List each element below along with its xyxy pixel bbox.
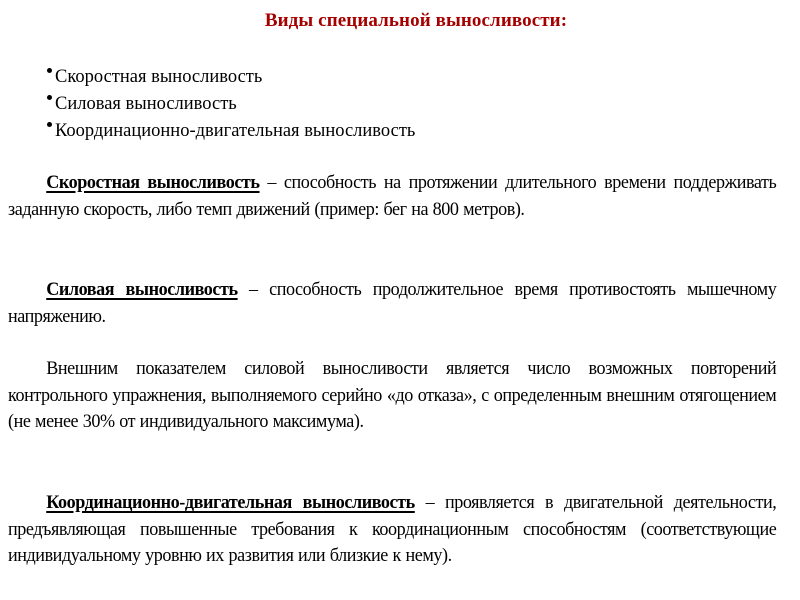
definition-term: Силовая выносливость <box>46 280 238 300</box>
speed-endurance-definition <box>8 170 776 223</box>
definition-text: – проявляется в двигательной деятельности, предъявляющая повышенные требования к координационным способностям (соответствующие индивидуальному уровню их развития или близкие к нему). <box>8 493 777 566</box>
bullet-icon <box>47 122 52 127</box>
endurance-types-list <box>47 64 415 145</box>
definition-text: – способность на протяжении длительного времени поддерживать заданную скорость, либо темп движений (пример: бег на 800 метров). <box>8 173 777 220</box>
coordination-endurance-definition <box>8 490 776 570</box>
bullet-icon <box>47 95 52 100</box>
slide-title: Виды специальной выносливости: <box>264 10 568 31</box>
list-item-label: Силовая выносливость <box>55 94 237 114</box>
list-item <box>47 64 415 91</box>
definition-term: Скоростная выносливость <box>46 173 260 193</box>
strength-endurance-indicator <box>8 356 776 436</box>
list-item <box>47 91 415 118</box>
definition-text: – способность продолжительное время противостоять мышечному напряжению. <box>8 280 777 327</box>
bullet-icon <box>47 68 52 73</box>
paragraph-text: Внешним показателем силовой выносливости является число возможных повторений контрольного упражнения, выполняемого серийно «до отказа», с определенным внешним отягощением (не менее 30% от индивидуального максимума). <box>8 359 777 432</box>
list-item-label: Координационно-двигательная выносливость <box>55 121 416 141</box>
definition-term: Координационно-двигательная выносливость <box>46 493 415 513</box>
list-item <box>47 118 415 145</box>
list-item-label: Скоростная выносливость <box>55 67 263 87</box>
strength-endurance-definition <box>8 277 776 330</box>
